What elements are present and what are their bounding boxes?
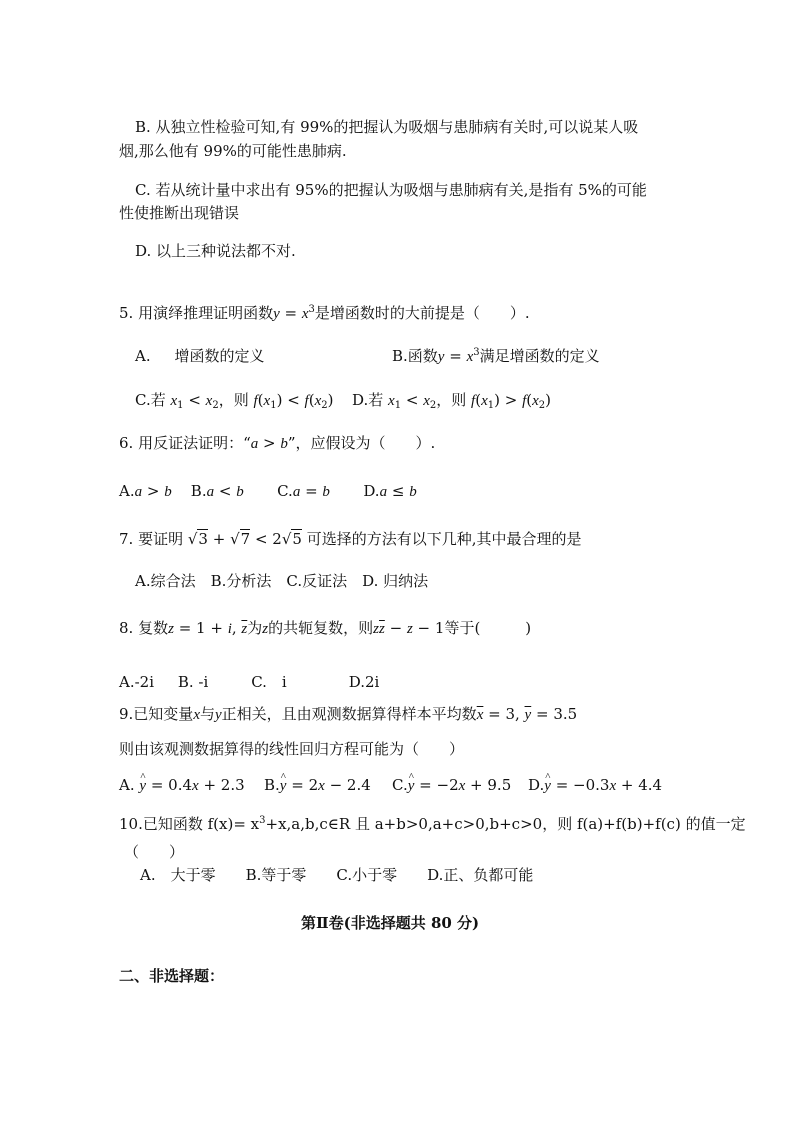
q8-stem: 8. 复数z = 1 + i, $\overline{z}$为z的共轭复数，则$z\overline{z} - z - 1$等于( ) xyxy=(119,619,532,637)
q7-options: A.综合法 B.分析法 C.反证法 D. 归纳法 xyxy=(135,572,429,590)
section-2-title: 第Ⅱ卷(非选择题共 80 分) xyxy=(301,914,480,932)
q7-stem: 7. 要证明 √3 + √7 < 2√5 可选择的方法有以下几种,其中最合理的是 xyxy=(119,530,582,548)
q5-option-c: C.若 $x_1 < x_2$，则 $f(x_1) < f(x_2)$ xyxy=(135,391,334,411)
q9-option-d: D.^ y = −0.3x + 4.4 xyxy=(528,775,662,796)
q9-stem: 9.已知变量x与y正相关，且由观测数据算得样本平均数$\overline{x} = 3$, $\overline{y} = 3.5$ xyxy=(119,705,578,723)
q5-stem: 5. 用演绎推理证明函数$y = x^3$是增函数时的大前提是（ ）. xyxy=(119,304,530,322)
q4-option-d: D. 以上三种说法都不对. xyxy=(135,242,296,260)
q9-option-c: C.^ y = −2x + 9.5 xyxy=(392,775,511,796)
q10-paren: （ ） xyxy=(124,843,185,861)
q9-stem-line2: 则由该观测数据算得的线性回归方程可能为（ ） xyxy=(119,740,465,758)
q4-option-c-line1: C. 若从统计量中求出有 95%的把握认为吸烟与患肺病有关,是指有 5%的可能 xyxy=(135,181,647,199)
q6-options: A.a > b B.a < b C.a = b D.a ≤ b xyxy=(119,482,417,500)
q4-option-b-line1: B. 从独立性检验可知,有 99%的把握认为吸烟与患肺病有关时,可以说某人吸 xyxy=(135,118,639,136)
q8-options: A.-2i B. -i C. i D.2i xyxy=(119,673,380,691)
q9-option-b: B.^ y = 2x − 2.4 xyxy=(264,775,371,796)
q5-option-b: B.函数$y = x^3$满足增函数的定义 xyxy=(392,347,600,365)
q5-option-d: D.若 $x_1 < x_2$，则 $f(x_1) > f(x_2)$ xyxy=(352,391,552,411)
q10-options: A. 大于零 B.等于零 C.小于零 D.正、负都可能 xyxy=(140,866,534,884)
section-heading-non-choice: 二、非选择题： xyxy=(119,967,225,985)
q5-option-a: A. 增函数的定义 xyxy=(135,347,265,365)
q9-option-a: A. ^ y = 0.4x + 2.3 xyxy=(119,775,245,796)
q4-option-c-line2: 性使推断出现错误 xyxy=(119,204,240,222)
q4-option-b-line2: 烟,那么他有 99%的可能性患肺病. xyxy=(119,142,347,160)
q6-stem: 6. 用反证法证明：“a > b”，应假设为（ ）. xyxy=(119,434,436,452)
q10-stem: 10.已知函数 $f(x)= x^3+x,a,b,c\in R$ 且 a+b>0,a+c>0,b+c>0，则 f(a)+f(b)+f(c) 的值一定 xyxy=(119,815,746,833)
